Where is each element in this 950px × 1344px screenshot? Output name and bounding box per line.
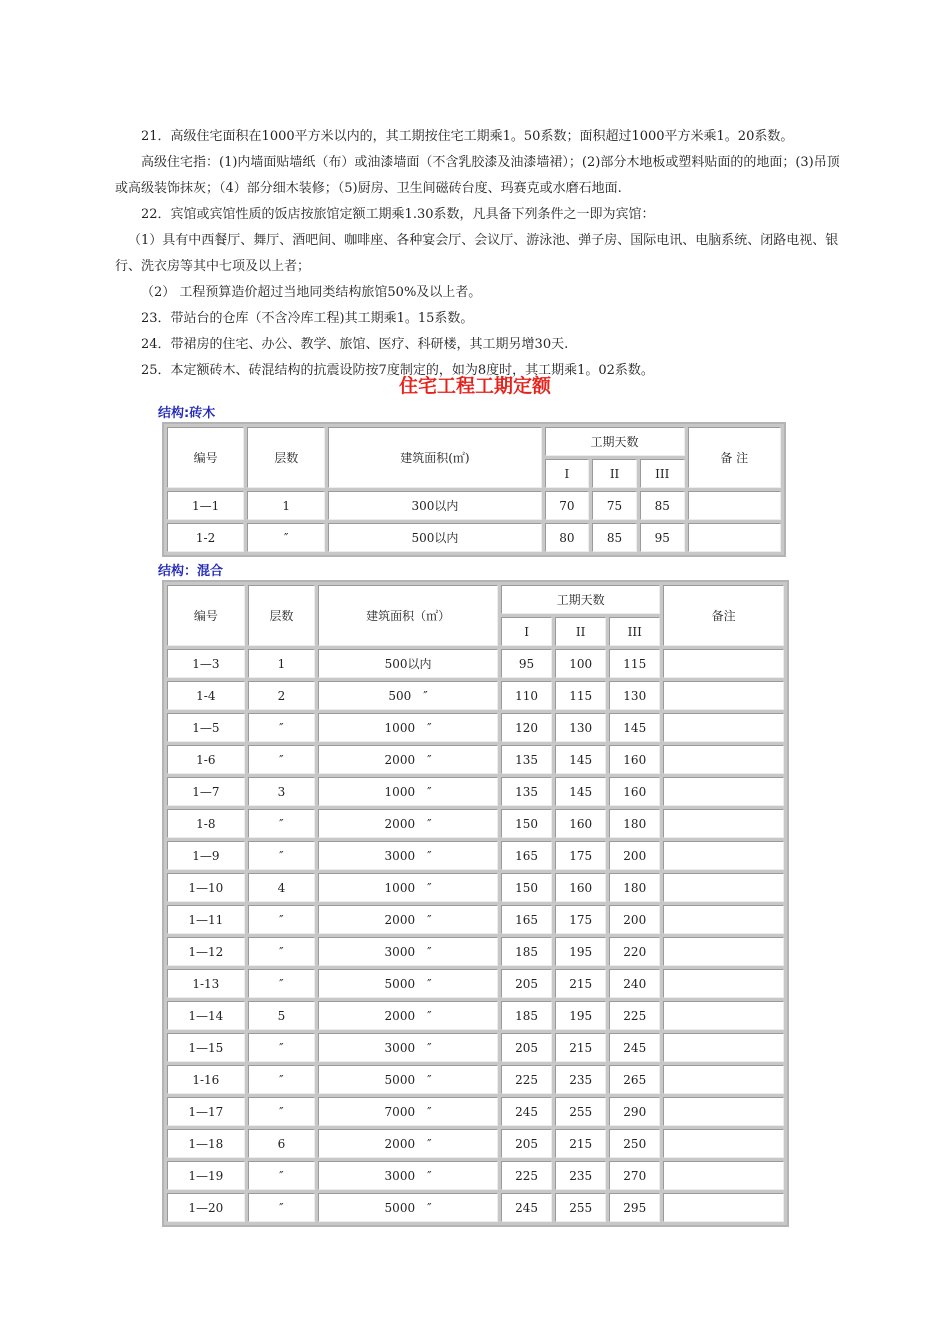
cell-area: 2000 ″ (318, 1129, 498, 1158)
cell-area: 2000 ″ (318, 745, 498, 774)
cell-area: 1000 ″ (318, 713, 498, 742)
header-class-iii: III (640, 459, 685, 488)
cell-floors: 6 (248, 1129, 315, 1158)
cell-note (663, 681, 784, 710)
cell-ii: 145 (555, 777, 606, 806)
cell-code: 1—20 (167, 1193, 245, 1222)
header-area: 建筑面积（㎡） (318, 585, 498, 646)
cell-area: 3000 ″ (318, 1161, 498, 1190)
cell-i: 205 (501, 969, 552, 998)
cell-floors: ″ (248, 1161, 315, 1190)
header-note: 备 注 (688, 427, 781, 488)
cell-code: 1-6 (167, 745, 245, 774)
cell-i: 110 (501, 681, 552, 710)
cell-i: 150 (501, 809, 552, 838)
paragraph-23: 23．带站台的仓库（不含冷库工程)其工期乘1。15系数。 (141, 311, 474, 326)
table-row (167, 777, 784, 806)
cell-floors: ″ (248, 1033, 315, 1062)
table-row (167, 1193, 784, 1222)
cell-note (663, 937, 784, 966)
cell-iii: 160 (609, 745, 660, 774)
header-floors: 层数 (248, 585, 315, 646)
paragraph-25: 25．本定额砖木、砖混结构的抗震设防按7度制定的，如为8度时，其工期乘1。02系数。 (141, 363, 654, 378)
cell-i: 80 (545, 523, 590, 552)
cell-iii: 130 (609, 681, 660, 710)
cell-i: 205 (501, 1033, 552, 1062)
cell-i: 225 (501, 1161, 552, 1190)
cell-i: 165 (501, 905, 552, 934)
cell-i: 135 (501, 745, 552, 774)
cell-iii: 95 (640, 523, 685, 552)
cell-i: 245 (501, 1097, 552, 1126)
cell-area: 2000 ″ (318, 809, 498, 838)
cell-floors: 3 (248, 777, 315, 806)
cell-i: 150 (501, 873, 552, 902)
cell-floors: 1 (248, 649, 315, 678)
cell-ii: 130 (555, 713, 606, 742)
cell-area: 7000 ″ (318, 1097, 498, 1126)
cell-note (663, 713, 784, 742)
cell-iii: 265 (609, 1065, 660, 1094)
cell-area: 3000 ″ (318, 937, 498, 966)
cell-note (688, 491, 781, 520)
cell-note (663, 1001, 784, 1030)
header-code: 编号 (167, 585, 245, 646)
cell-code: 1—5 (167, 713, 245, 742)
cell-area: 5000 ″ (318, 1193, 498, 1222)
table-row (167, 841, 784, 870)
cell-note (663, 1097, 784, 1126)
cell-ii: 100 (555, 649, 606, 678)
cell-floors: ″ (248, 905, 315, 934)
cell-code: 1—10 (167, 873, 245, 902)
table-row (167, 745, 784, 774)
cell-area: 2000 ″ (318, 1001, 498, 1030)
cell-note (663, 905, 784, 934)
cell-iii: 160 (609, 777, 660, 806)
header-class-ii: II (592, 459, 637, 488)
cell-i: 185 (501, 1001, 552, 1030)
cell-code: 1—3 (167, 649, 245, 678)
cell-ii: 175 (555, 841, 606, 870)
cell-area: 5000 ″ (318, 1065, 498, 1094)
cell-iii: 245 (609, 1033, 660, 1062)
cell-iii: 295 (609, 1193, 660, 1222)
structure-label-mixed: 结构：混合 (158, 564, 224, 579)
cell-area: 3000 ″ (318, 1033, 498, 1062)
page-title: 住宅工程工期定额 (398, 375, 551, 397)
cell-floors: ″ (248, 1065, 315, 1094)
paragraph-luxury-definition: 高级住宅指：(1)内墙面贴墙纸（布）或油漆墙面（不含乳胶漆及油漆墙裙）；(2)部分木地板或塑料贴面的的地面；(3)吊顶或高级装饰抹灰；（4）部分细木装修；（5)厨房、卫生间磁砖台度、玛赛克或水磨石地面. (115, 155, 840, 196)
cell-area: 5000 ″ (318, 969, 498, 998)
header-class-ii: II (555, 617, 606, 646)
cell-i: 70 (545, 491, 590, 520)
cell-note (663, 649, 784, 678)
table-header-row (167, 427, 781, 456)
cell-floors: ″ (248, 969, 315, 998)
header-class-i: I (501, 617, 552, 646)
cell-note (663, 745, 784, 774)
cell-iii: 250 (609, 1129, 660, 1158)
paragraph-condition-2: （2） 工程预算造价超过当地同类结构旅馆50%及以上者。 (141, 285, 482, 300)
table-row (167, 491, 781, 520)
cell-area: 300以内 (328, 491, 541, 520)
table-row (167, 713, 784, 742)
cell-ii: 255 (555, 1193, 606, 1222)
cell-ii: 215 (555, 1033, 606, 1062)
cell-i: 225 (501, 1065, 552, 1094)
cell-iii: 115 (609, 649, 660, 678)
cell-iii: 220 (609, 937, 660, 966)
cell-iii: 200 (609, 905, 660, 934)
cell-code: 1—7 (167, 777, 245, 806)
cell-code: 1—1 (167, 491, 244, 520)
cell-ii: 195 (555, 937, 606, 966)
header-floors: 层数 (247, 427, 325, 488)
header-class-iii: III (609, 617, 660, 646)
table-row (167, 1065, 784, 1094)
table-row (167, 969, 784, 998)
cell-floors: ″ (248, 713, 315, 742)
cell-i: 245 (501, 1193, 552, 1222)
table-row (167, 1001, 784, 1030)
cell-floors: ″ (248, 937, 315, 966)
cell-iii: 270 (609, 1161, 660, 1190)
cell-ii: 160 (555, 873, 606, 902)
cell-code: 1—14 (167, 1001, 245, 1030)
cell-code: 1—11 (167, 905, 245, 934)
table-row (167, 1033, 784, 1062)
cell-floors: ″ (247, 523, 325, 552)
cell-code: 1-8 (167, 809, 245, 838)
table-row (167, 1161, 784, 1190)
paragraph-21: 21．高级住宅面积在1000平方米以内的，其工期按住宅工期乘1。50系数；面积超过1000平方米乘1。20系数。 (141, 129, 794, 144)
cell-code: 1-16 (167, 1065, 245, 1094)
cell-note (663, 873, 784, 902)
header-days: 工期天数 (545, 427, 685, 456)
cell-ii: 215 (555, 969, 606, 998)
table-row (167, 649, 784, 678)
cell-ii: 75 (592, 491, 637, 520)
cell-ii: 255 (555, 1097, 606, 1126)
cell-code: 1—18 (167, 1129, 245, 1158)
cell-ii: 195 (555, 1001, 606, 1030)
cell-i: 185 (501, 937, 552, 966)
cell-note (663, 969, 784, 998)
cell-ii: 160 (555, 809, 606, 838)
cell-iii: 225 (609, 1001, 660, 1030)
table-row (167, 523, 781, 552)
cell-floors: 4 (248, 873, 315, 902)
table-header-row (167, 585, 784, 614)
table-row (167, 809, 784, 838)
cell-iii: 200 (609, 841, 660, 870)
cell-floors: 5 (248, 1001, 315, 1030)
table-row (167, 873, 784, 902)
cell-note (663, 1193, 784, 1222)
cell-note (663, 1033, 784, 1062)
cell-i: 165 (501, 841, 552, 870)
cell-area: 500以内 (318, 649, 498, 678)
paragraph-condition-1: （1）具有中西餐厅、舞厅、酒吧间、咖啡座、各种宴会厅、会议厅、游泳池、弹子房、国际电讯、电脑系统、闭路电视、银行、洗衣房等其中七项及以上者； (115, 233, 839, 274)
cell-code: 1—17 (167, 1097, 245, 1126)
cell-code: 1-4 (167, 681, 245, 710)
cell-iii: 85 (640, 491, 685, 520)
header-area: 建筑面积(㎡) (328, 427, 541, 488)
cell-floors: ″ (248, 1097, 315, 1126)
table-row (167, 1097, 784, 1126)
cell-iii: 180 (609, 873, 660, 902)
cell-i: 95 (501, 649, 552, 678)
paragraph-24: 24．带裙房的住宅、办公、教学、旅馆、医疗、科研楼，其工期另增30天. (141, 337, 569, 352)
cell-note (663, 1129, 784, 1158)
cell-note (688, 523, 781, 552)
cell-area: 1000 ″ (318, 777, 498, 806)
cell-floors: ″ (248, 809, 315, 838)
cell-note (663, 841, 784, 870)
cell-floors: ″ (248, 1193, 315, 1222)
cell-note (663, 777, 784, 806)
table-row (167, 1129, 784, 1158)
cell-area: 2000 ″ (318, 905, 498, 934)
schedule-table-mixed (162, 580, 789, 1227)
cell-i: 205 (501, 1129, 552, 1158)
cell-i: 135 (501, 777, 552, 806)
cell-area: 500 ″ (318, 681, 498, 710)
cell-ii: 215 (555, 1129, 606, 1158)
paragraph-22: 22．宾馆或宾馆性质的饭店按旅馆定额工期乘1.30系数，凡具备下列条件之一即为宾馆： (141, 207, 655, 222)
cell-code: 1—19 (167, 1161, 245, 1190)
cell-iii: 145 (609, 713, 660, 742)
table-row (167, 681, 784, 710)
header-days: 工期天数 (501, 585, 660, 614)
cell-floors: 1 (247, 491, 325, 520)
cell-note (663, 809, 784, 838)
table-row (167, 937, 784, 966)
cell-i: 120 (501, 713, 552, 742)
schedule-table-brick-wood (162, 422, 786, 557)
cell-floors: ″ (248, 841, 315, 870)
cell-ii: 175 (555, 905, 606, 934)
cell-ii: 235 (555, 1065, 606, 1094)
cell-code: 1—15 (167, 1033, 245, 1062)
cell-area: 1000 ″ (318, 873, 498, 902)
table-row (167, 905, 784, 934)
cell-ii: 235 (555, 1161, 606, 1190)
cell-ii: 145 (555, 745, 606, 774)
cell-code: 1—9 (167, 841, 245, 870)
cell-floors: 2 (248, 681, 315, 710)
cell-floors: ″ (248, 745, 315, 774)
header-note: 备注 (663, 585, 784, 646)
cell-code: 1-2 (167, 523, 244, 552)
cell-area: 3000 ″ (318, 841, 498, 870)
cell-iii: 180 (609, 809, 660, 838)
header-code: 编号 (167, 427, 244, 488)
cell-code: 1-13 (167, 969, 245, 998)
header-class-i: I (545, 459, 590, 488)
cell-ii: 85 (592, 523, 637, 552)
structure-label-brick-wood: 结构:砖木 (158, 406, 216, 421)
cell-ii: 115 (555, 681, 606, 710)
cell-code: 1—12 (167, 937, 245, 966)
cell-iii: 240 (609, 969, 660, 998)
cell-note (663, 1065, 784, 1094)
cell-area: 500以内 (328, 523, 541, 552)
cell-iii: 290 (609, 1097, 660, 1126)
cell-note (663, 1161, 784, 1190)
